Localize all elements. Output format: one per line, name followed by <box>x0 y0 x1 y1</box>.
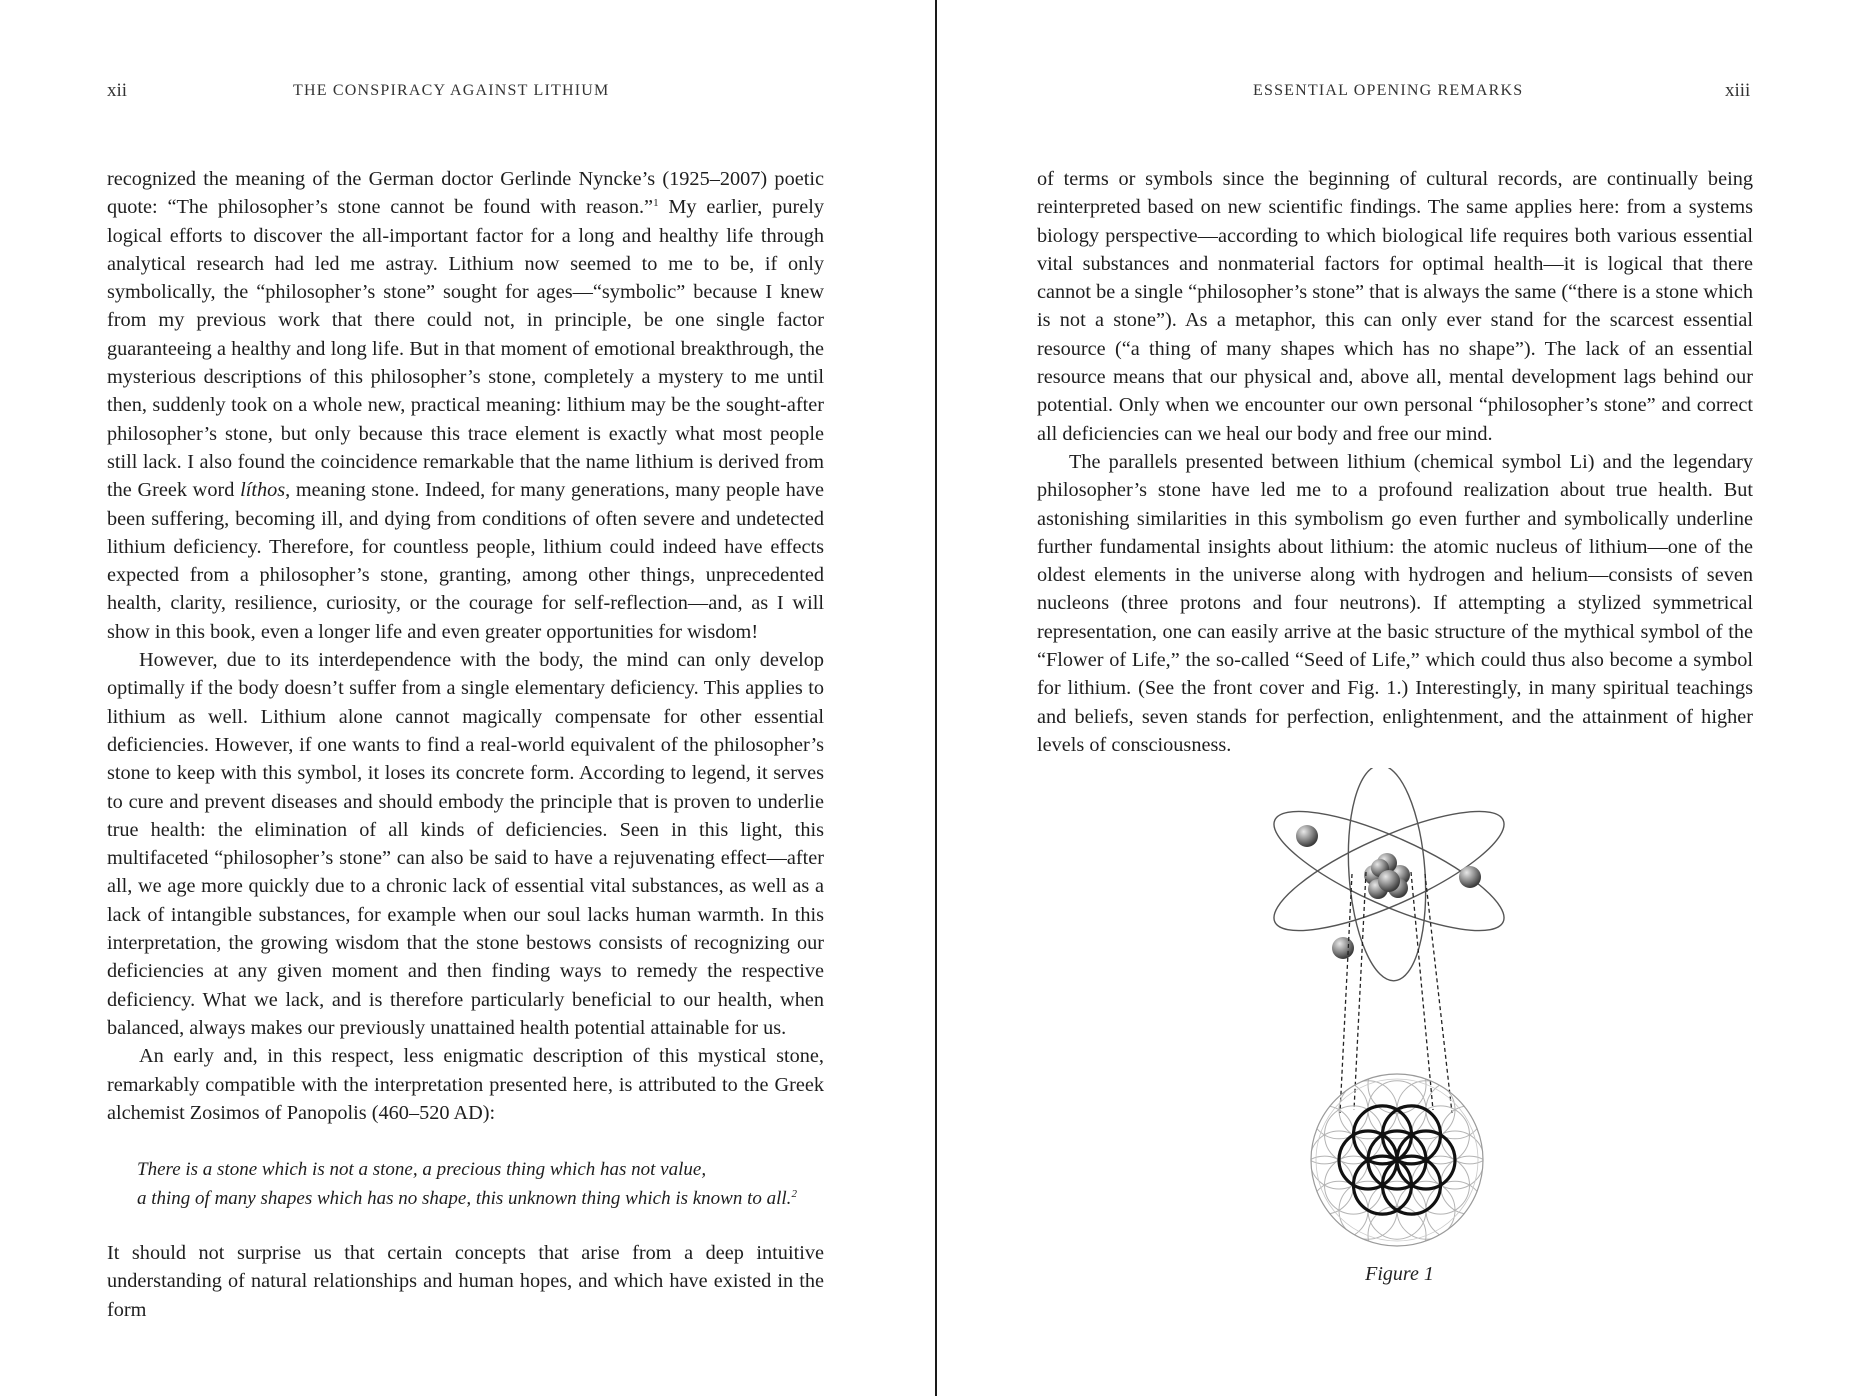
right-running-head: ESSENTIAL OPENING REMARKS <box>1253 82 1524 99</box>
lithium-atom-icon <box>1270 768 1517 983</box>
electron <box>1296 825 1318 847</box>
right-paragraph-1: of terms or symbols since the beginning of cultural records, are continually being reinterpreted based on new scientific findings. The same applies here: from a systems biology perspective—according to which biological life requires both various essential vital substances and nonmaterial factors for optimal health—it is logical that there cannot be a single “philosopher’s stone” that is always the same (“there is a stone which is not a stone”). As a metaphor, this can only ever stand for the scarcest essential resource (“a thing of many shapes which has no shape”). The lack of an essential resource means that our physical and, above all, mental development lags behind our potential. Only when we encounter our own personal “philosopher’s stone” and correct all deficiencies can we heal our body and free our mind. <box>1037 168 1753 445</box>
figure-1 <box>937 760 1862 1300</box>
right-folio: xiii <box>1725 80 1751 101</box>
footnote-ref-2[interactable]: 2 <box>791 1188 797 1201</box>
quote-line-1: There is a stone which is not a stone, a precious thing which has not value, <box>137 1159 707 1181</box>
right-paragraph-2: The parallels presented between lithium (chemical symbol Li) and the legendary philosopher’s stone have led me to a profound realization about true health. But astonishing similarities in this symbolism go even further and symbolically underline further fundamental insights about lithium: the atomic nucleus of lithium—one of the oldest elements in the universe along with hydrogen and helium—consists of seven nucleons (three protons and four neutrons). If attempting a stylized symmetrical representation, one can easily arrive at the basic structure of the mythical symbol of the “Flower of Life,” the so-called “Seed of Life,” which could thus also become a symbol for lithium. (See the front cover and Fig. 1.) Interestingly, in many spiritual teachings and beliefs, seven stands for perfection, enlightenment, and the attainment of higher levels of consciousness. <box>1037 450 1753 756</box>
left-folio: xii <box>107 80 128 101</box>
figure-1-illustration <box>1270 768 1532 1258</box>
right-body-text <box>1037 165 1753 759</box>
nucleus <box>1364 853 1410 899</box>
right-page <box>937 0 1862 1396</box>
projection-lines <box>1340 872 1452 1113</box>
left-paragraph-3: An early and, in this respect, less enigmatic description of this mystical stone, remarkably compatible with the interpretation presented here, is attributed to the Greek alchemist Zosimos of Panopolis (460–520 AD): <box>107 1045 824 1124</box>
left-paragraph-2: However, due to its interdependence with the body, the mind can only develop optimally if the body doesn’t suffer from a single elementary deficiency. This applies to lithium as well. Lithium alone cannot magically compensate for other essential deficiencies. However, if one wants to find a real-world equivalent of the philosopher’s stone to keep with this symbol, it loses its concrete form. According to legend, it serves to cure and prevent diseases and should embody the principle that is proven to underlie true health: the elimination of all kinds of deficiencies. Seen in this light, this multifaceted “philosopher’s stone” can also be said to have a rejuvenating effect—after all, we age more quickly due to a chronic lack of essential vital substances, as well as a lack of intangible substances, for example when our soul lacks human warmth. In this interpretation, the growing wisdom that the stone bestows consists of recognizing our deficiencies at any given moment and then finding ways to remedy the respective deficiency. What we lack, and is therefore particularly beneficial to our health, when balanced, always makes our previously unattained health potential attainable for us. <box>107 649 824 1039</box>
left-body-text <box>107 165 824 1324</box>
left-running-head: THE CONSPIRACY AGAINST LITHIUM <box>293 82 610 99</box>
left-paragraph-1: recognized the meaning of the German doctor Gerlinde Nyncke’s (1925–2007) poetic quote: “The philosopher’s stone cannot be found with reason.”$^1$ My earlier, purely logical efforts to discover the all-important factor for a long and healthy life through analytical research had led me astray. Lithium now seemed to me to be, if only symbolically, the “philosopher’s stone” sought for ages—“symbolic” because I knew from my previous work that there could not, in principle, be one single factor guaranteeing a healthy and long life. But in that moment of emotional breakthrough, the mysterious descriptions of this philosopher’s stone, completely a mystery to me until then, suddenly took on a whole new, practical meaning: lithium may be the sought-after philosopher’s stone, but only because this trace element is exactly what most people still lack. I also found the coincidence remarkable that the name lithium is derived from the Greek word líthos, meaning stone. Indeed, for many generations, many people have been suffering, becoming ill, and dying from conditions of often severe and undetected lithium deficiency. Therefore, for countless people, lithium could indeed have effects expected from a philosopher’s stone, granting, among other things, unprecedented health, clarity, resilience, curiosity, or the courage for self-reflection—and, as I will show in this book, even a longer life and even greater opportunities for wisdom! <box>107 168 824 643</box>
zosimos-quote <box>137 1155 824 1213</box>
electron <box>1332 937 1354 959</box>
seed-of-life-icon <box>1339 1106 1455 1214</box>
electron <box>1459 866 1481 888</box>
figure-caption: Figure 1 <box>1365 1263 1434 1285</box>
footnote-ref-1[interactable]: 1 <box>653 197 659 210</box>
left-paragraph-4: It should not surprise us that certain concepts that arise from a deep intuitive understanding of natural relationships and human hopes, and which have existed in the form <box>107 1242 824 1321</box>
quote-line-2: a thing of many shapes which has no shape, this unknown thing which is known to all.$^2$ <box>137 1188 797 1210</box>
